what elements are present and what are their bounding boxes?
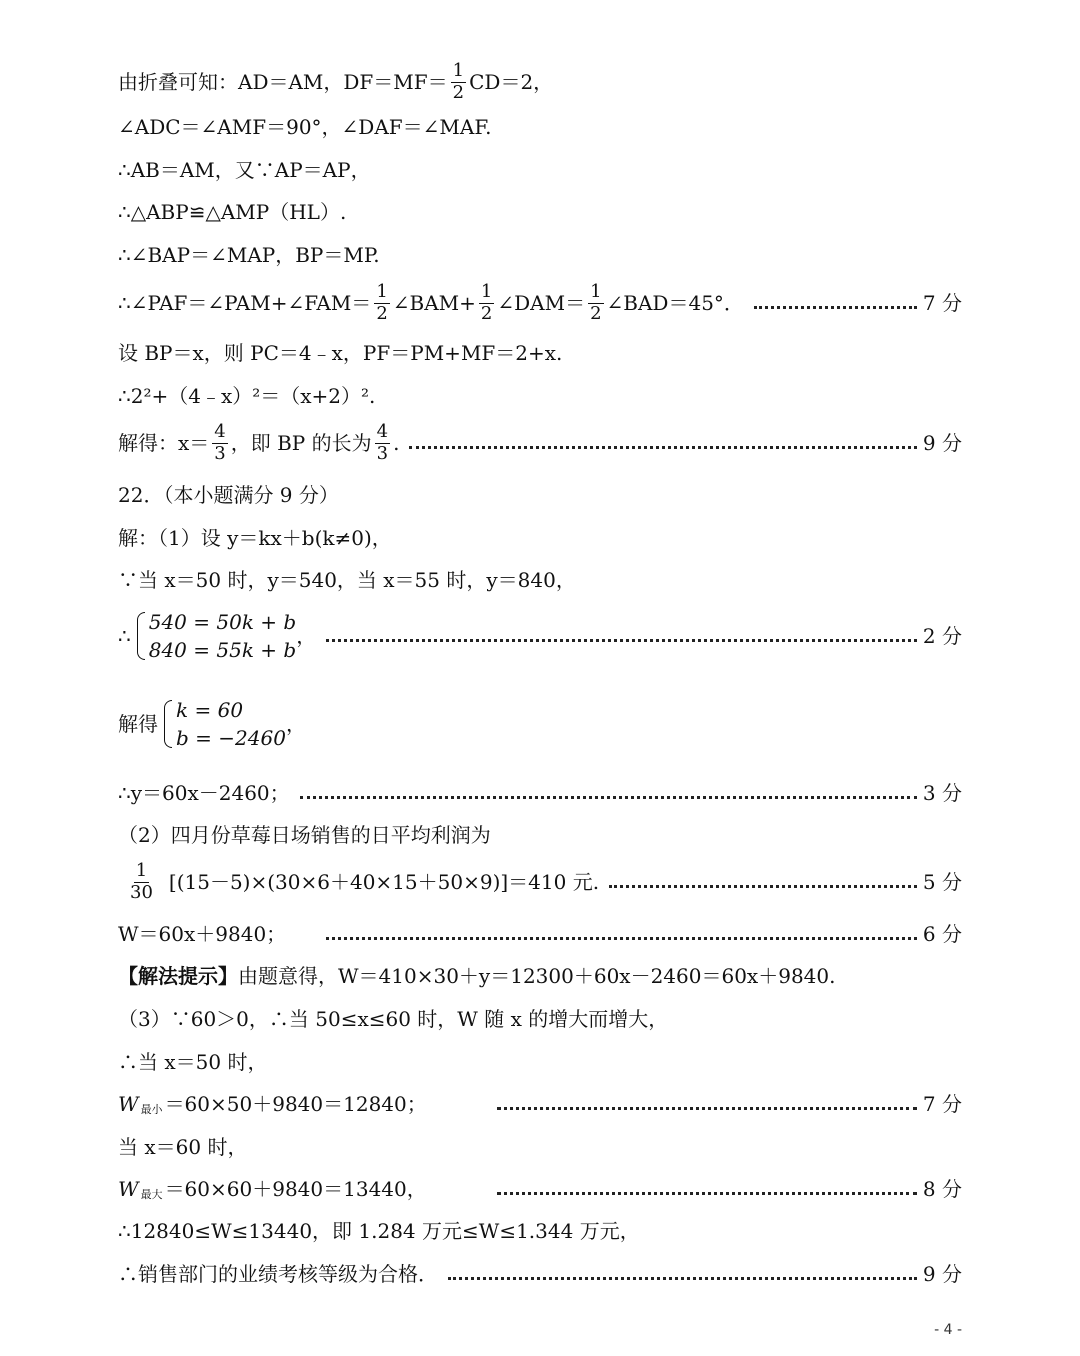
fraction-four-thirds xyxy=(375,423,390,464)
solution-line xyxy=(118,202,962,222)
text: ∴当 x＝50 时， xyxy=(118,1050,268,1074)
dot-leader xyxy=(326,937,917,940)
text: ∴y＝60x－2460； xyxy=(118,781,290,805)
equation-row: b = −2460 xyxy=(176,726,286,750)
subscript: 最小 xyxy=(140,1102,163,1116)
numerator: 1 xyxy=(452,60,465,81)
score-mark: 8 分 xyxy=(922,1177,962,1201)
text: W＝60x＋9840； xyxy=(118,922,287,946)
numerator: 4 xyxy=(214,421,226,442)
brace xyxy=(137,612,145,660)
text: ∴ xyxy=(118,624,131,648)
fraction-half xyxy=(374,283,389,324)
solution-line xyxy=(118,700,962,748)
solution-line xyxy=(118,1137,962,1157)
score-mark: 7 分 xyxy=(922,1092,962,1116)
text: （2）四月份草莓日场销售的日平均利润为 xyxy=(118,823,491,847)
numerator: 1 xyxy=(135,860,148,881)
dot-leader xyxy=(409,446,916,449)
fraction-half xyxy=(479,283,494,324)
dot-leader xyxy=(448,1277,917,1280)
score-mark: 6 分 xyxy=(922,922,962,946)
denominator: 2 xyxy=(590,302,602,324)
text: ， xyxy=(296,624,317,648)
equation-row: 840 = 55k + b xyxy=(148,638,297,662)
dot-leader xyxy=(754,306,917,309)
dot-leader xyxy=(497,1192,917,1195)
fraction-half xyxy=(588,283,603,324)
numerator: 1 xyxy=(590,281,602,302)
text: ＝60×60＋9840＝13440， xyxy=(164,1177,427,1201)
text: CD＝2， xyxy=(469,70,554,95)
text: ∴12840≤W≤13440，即 1.284 万元≤W≤1.344 万元， xyxy=(118,1219,640,1243)
text: ∴∠BAP＝∠MAP，BP＝MP. xyxy=(118,243,380,267)
solution-line xyxy=(118,245,962,265)
text: ∴2²+（4﹣x）²＝（x+2）². xyxy=(118,384,376,408)
score-mark: 3 分 xyxy=(922,781,962,805)
subscript: 最大 xyxy=(140,1187,163,1201)
solution-line xyxy=(118,612,962,660)
solution-line xyxy=(118,117,962,137)
solution-hint xyxy=(118,966,962,986)
text: 解得：x＝ xyxy=(118,431,210,456)
solution-line xyxy=(118,1221,962,1241)
fraction-one-thirtieth xyxy=(128,862,155,903)
text: [(15－5)×(30×6＋40×15＋50×9)]＝410 元. xyxy=(168,870,600,895)
solution-line xyxy=(118,1052,962,1072)
text: ∠DAM＝ xyxy=(497,291,586,316)
text: （3）∵60＞0，∴当 50≤x≤60 时，W 随 x 的增大而增大， xyxy=(118,1007,669,1031)
hint-label: 【解法提示】 xyxy=(118,964,238,988)
solution-line xyxy=(118,62,962,103)
solution-line xyxy=(118,783,962,803)
equation-system xyxy=(137,612,297,660)
text: ＝60×50＋9840＝12840； xyxy=(164,1092,427,1116)
text: 解得 xyxy=(118,712,158,736)
solution-line xyxy=(118,1179,962,1199)
denominator: 2 xyxy=(480,302,493,324)
score-mark: 9 分 xyxy=(922,1262,962,1286)
text: 设 BP＝x，则 PC＝4﹣x，PF＝PM+MF＝2+x. xyxy=(118,341,563,365)
solution-line xyxy=(118,570,962,590)
numerator: 1 xyxy=(480,281,493,302)
fraction-half xyxy=(451,62,466,103)
denominator: 2 xyxy=(376,302,388,324)
text: 22．（本小题满分 9 分） xyxy=(118,483,339,507)
page-number: - 4 - xyxy=(934,1322,962,1338)
score-mark: 5 分 xyxy=(922,870,962,895)
text: ∴AB＝AM，又∵AP＝AP， xyxy=(118,158,371,182)
solution-line xyxy=(118,528,962,548)
text: W xyxy=(118,1177,139,1201)
solution-line xyxy=(118,423,962,464)
equation-row: k = 60 xyxy=(176,698,244,722)
dot-leader xyxy=(300,796,917,799)
solution-line xyxy=(118,1264,962,1284)
solution-line xyxy=(118,386,962,406)
dot-leader xyxy=(609,885,917,888)
text: ∴∠PAF＝∠PAM+∠FAM＝ xyxy=(118,291,372,316)
denominator: 3 xyxy=(214,442,226,464)
denominator: 30 xyxy=(130,881,153,903)
equation-system xyxy=(164,700,286,748)
text: 由折叠可知：AD＝AM，DF＝MF＝ xyxy=(118,70,448,95)
text: ∠BAM+ xyxy=(392,291,476,316)
fraction-four-thirds xyxy=(212,423,227,464)
text: 解：（1）设 y＝kx＋b(k≠0)， xyxy=(118,526,392,550)
solution-line xyxy=(118,1094,962,1114)
solution-line xyxy=(118,160,962,180)
text: 由题意得，W＝410×30＋y＝12300＋60x－2460＝60x＋9840. xyxy=(238,964,836,988)
text: ∠BAD＝45°． xyxy=(606,291,744,316)
solution-line xyxy=(118,343,962,363)
solution-line xyxy=(118,1009,962,1029)
text: ，即 BP 的长为 xyxy=(230,431,372,456)
text: ∠ADC＝∠AMF＝90°，∠DAF＝∠MAF. xyxy=(118,115,492,139)
denominator: 3 xyxy=(376,442,389,464)
text: . xyxy=(393,431,400,456)
dot-leader xyxy=(326,639,917,642)
solution-line xyxy=(118,924,962,944)
text: 当 x＝60 时， xyxy=(118,1135,248,1159)
score-mark: 9 分 xyxy=(922,431,962,456)
text: W xyxy=(118,1092,139,1116)
numerator: 1 xyxy=(376,281,388,302)
equation-row: 540 = 50k + b xyxy=(148,610,297,634)
brace xyxy=(164,700,172,748)
dot-leader xyxy=(497,1107,917,1110)
solution-line xyxy=(118,825,962,845)
score-mark: 7 分 xyxy=(922,291,962,316)
text: ∴△ABP≌△AMP（HL）. xyxy=(118,200,347,224)
solution-line xyxy=(118,862,962,903)
text: ∵当 x＝50 时，y＝540，当 x＝55 时，y＝840， xyxy=(118,568,576,592)
solution-line xyxy=(118,283,962,324)
numerator: 4 xyxy=(376,421,389,442)
text: ∴销售部门的业绩考核等级为合格． xyxy=(118,1262,438,1286)
question-heading xyxy=(118,485,962,505)
score-mark: 2 分 xyxy=(922,624,962,648)
text: ， xyxy=(285,712,306,736)
denominator: 2 xyxy=(452,81,465,103)
